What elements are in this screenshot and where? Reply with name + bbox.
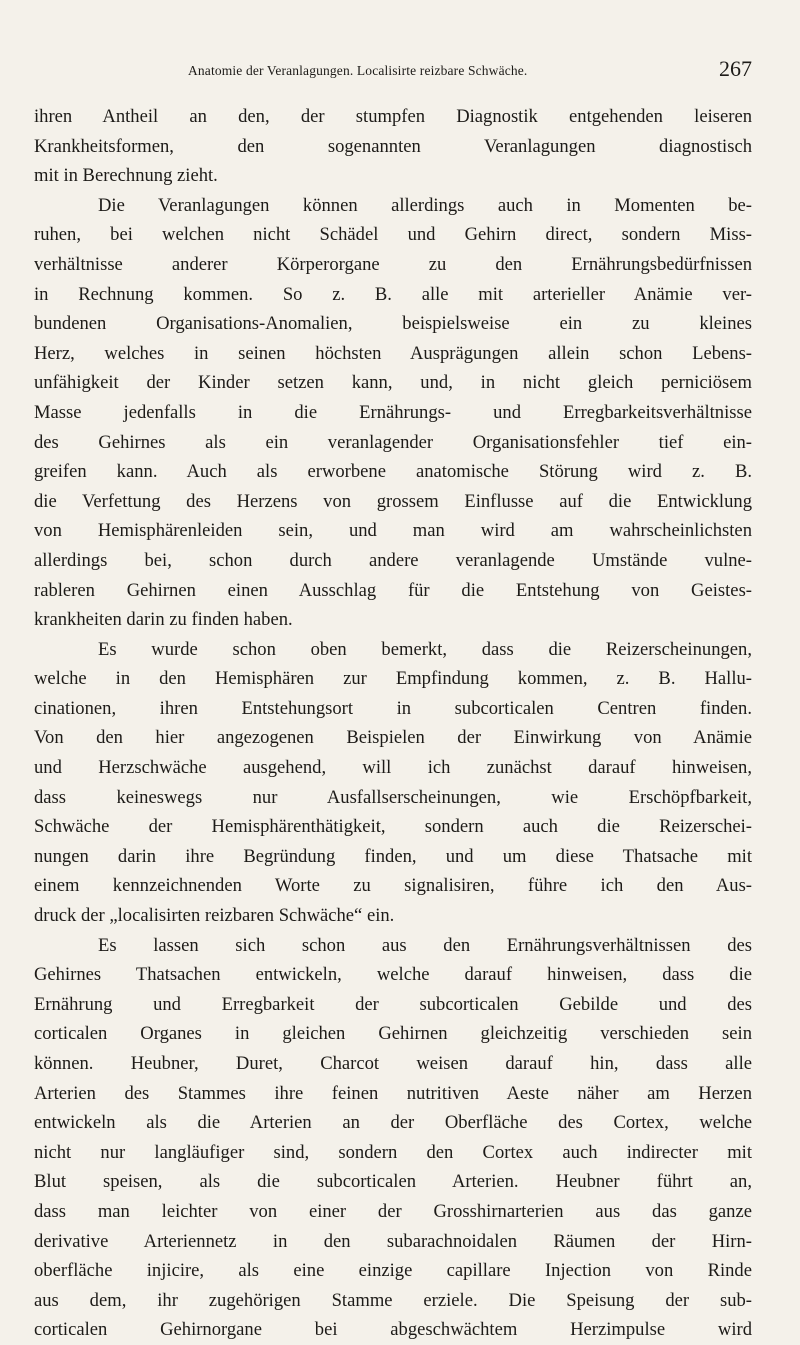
text-line: und Herzschwäche ausgehend, will ich zunächst darauf hinweisen, (34, 757, 752, 779)
text-line: Krankheitsformen, den sogenannten Veranlagungen diagnostisch (34, 135, 752, 157)
text-line: oberfläche injicire, als eine einzige capillare Injection von Rinde (34, 1260, 752, 1282)
text-line: druck der „localisirten reizbaren Schwäche“ ein. (34, 905, 395, 927)
text-line: einem kennzeichnenden Worte zu signalisiren, führe ich den Aus- (34, 875, 752, 897)
text-line: aus dem, ihr zugehörigen Stamme erziele. Die Speisung der sub- (34, 1289, 752, 1311)
text-line: nungen darin ihre Begründung finden, und um diese Thatsache mit (34, 845, 752, 867)
page-header (34, 58, 752, 88)
text-line: ruhen, bei welchen nicht Schädel und Gehirn direct, sondern Miss- (34, 224, 752, 246)
text-line: Von den hier angezogenen Beispielen der Einwirkung von Anämie (34, 727, 752, 749)
text-line: Gehirnes Thatsachen entwickeln, welche darauf hinweisen, dass die (34, 964, 752, 986)
page-number: 267 (719, 56, 752, 81)
text-line: von Hemisphärenleiden sein, und man wird am wahrscheinlichsten (34, 520, 752, 542)
text-line: in Rechnung kommen. So z. B. alle mit arterieller Anämie ver- (34, 283, 752, 305)
text-line: des Gehirnes als ein veranlagender Organisationsfehler tief ein- (34, 431, 752, 453)
text-line: corticalen Gehirnorgane bei abgeschwächtem Herzimpulse wird (34, 1319, 752, 1341)
text-line: die Verfettung des Herzens von grossem Einflusse auf die Entwicklung (34, 490, 752, 512)
text-line: dass keineswegs nur Ausfallserscheinungen, wie Erschöpfbarkeit, (34, 786, 752, 808)
text-line: Blut speisen, als die subcorticalen Arterien. Heubner führt an, (34, 1171, 752, 1193)
text-line: krankheiten darin zu finden haben. (34, 609, 293, 631)
text-line: Arterien des Stammes ihre feinen nutritiven Aeste näher am Herzen (34, 1082, 752, 1104)
text-line: können. Heubner, Duret, Charcot weisen darauf hin, dass alle (34, 1053, 752, 1074)
paragraph-first-line: Es lassen sich schon aus den Ernährungsverhältnissen des (98, 934, 752, 956)
text-line: allerdings bei, schon durch andere veranlagende Umstände vulne- (34, 549, 752, 571)
text-line: verhältnisse anderer Körperorgane zu den Ernährungsbedürfnissen (34, 253, 752, 275)
text-line: ihren Antheil an den, der stumpfen Diagnostik entgehenden leiseren (34, 106, 752, 127)
text-line: rableren Gehirnen einen Ausschlag für die Entstehung von Geistes- (34, 579, 752, 601)
text-line: welche in den Hemisphären zur Empfindung kommen, z. B. Hallu- (34, 668, 752, 690)
text-line: entwickeln als die Arterien an der Oberfläche des Cortex, welche (34, 1112, 752, 1134)
paragraph-first-line: Es wurde schon oben bemerkt, dass die Reizerscheinungen, (98, 638, 752, 660)
text-line: Ernährung und Erregbarkeit der subcorticalen Gebilde und des (34, 993, 752, 1015)
text-line: greifen kann. Auch als erworbene anatomische Störung wird z. B. (34, 461, 752, 483)
text-line: derivative Arteriennetz in den subarachnoidalen Räumen der Hirn- (34, 1230, 752, 1252)
text-line: cinationen, ihren Entstehungsort in subcorticalen Centren finden. (34, 697, 752, 719)
text-line: nicht nur langläufiger sind, sondern den Cortex auch indirecter mit (34, 1141, 752, 1163)
text-line: Schwäche der Hemisphärenthätigkeit, sondern auch die Reizerschei- (34, 816, 752, 838)
text-line: corticalen Organes in gleichen Gehirnen gleichzeitig verschieden sein (34, 1023, 752, 1045)
body-text (34, 102, 752, 1345)
text-line: bundenen Organisations-Anomalien, beispielsweise ein zu kleines (34, 313, 752, 335)
text-line: unfähigkeit der Kinder setzen kann, und, in nicht gleich perniciösem (34, 372, 752, 394)
paragraph-first-line: Die Veranlagungen können allerdings auch in Momenten be- (98, 194, 752, 216)
running-head: Anatomie der Veranlagungen. Localisirte reizbare Schwäche. (188, 63, 528, 78)
text-line: dass man leichter von einer der Grosshirnarterien aus das ganze (34, 1200, 752, 1222)
text-line: Herz, welches in seinen höchsten Ausprägungen allein schon Lebens- (34, 342, 752, 364)
text-line: mit in Berechnung zieht. (34, 165, 218, 187)
text-line: Masse jedenfalls in die Ernährungs- und Erregbarkeitsverhältnisse (34, 401, 752, 423)
